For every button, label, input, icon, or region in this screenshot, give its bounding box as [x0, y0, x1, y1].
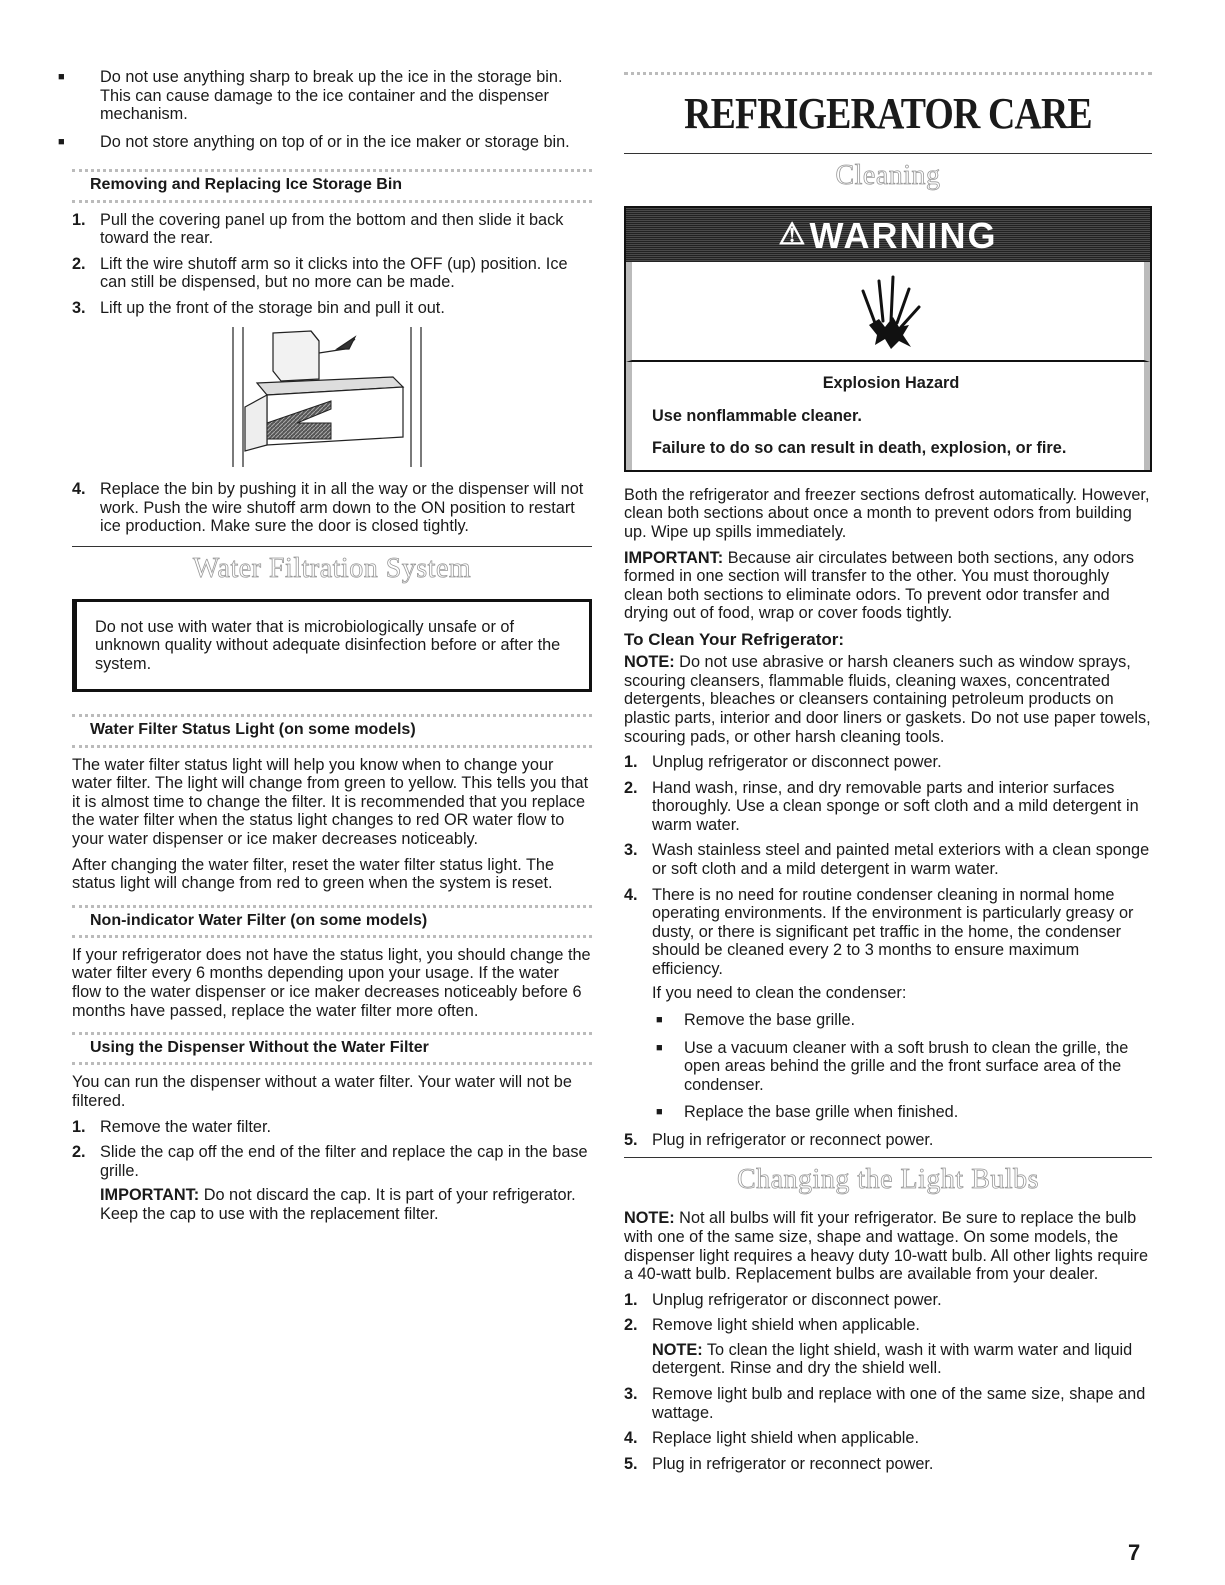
list-item: ■ Do not store anything on top of or in the ice maker or storage bin. [72, 133, 592, 152]
step-text: Remove light shield when applicable. [652, 1316, 920, 1335]
step-text: Pull the covering panel up from the bottom and then slide it back toward the rear. [100, 210, 564, 248]
step-number: 1. [624, 1290, 638, 1309]
step-number: 4. [72, 480, 86, 499]
list-item [72, 480, 592, 536]
step-text: There is no need for routine condenser cleaning in normal home operating environments. If the environment is particularly greasy or dusty, or there is significant pet traffic in the home, the condenser should be cleaned every 2 to 3 months to ensure maximum efficiency. [652, 885, 1134, 978]
paragraph: You can run the dispenser without a water filter. Your water will not be filtered. [72, 1073, 572, 1111]
step-text: Hand wash, rinse, and dry removable parts and interior surfaces thoroughly. Use a clean sponge or soft cloth and a mild detergent in warm water. [652, 778, 1139, 834]
paragraph: The water filter status light will help you know when to change your water filter. The light will change from green to yellow. This tells you that it is almost time to change the filter. It is recommended that you replace the water filter when the status light changes to red OR water flow to your water dispenser or ice maker decreases noticeably. [72, 755, 589, 848]
list-item [72, 1118, 592, 1137]
step-number: 3. [72, 298, 86, 317]
divider [624, 153, 1152, 154]
note-label: NOTE: [624, 653, 675, 672]
filtration-title: Water Filtration System [192, 552, 472, 584]
note-label: NOTE: [624, 1209, 675, 1228]
step-text: Remove the water filter. [100, 1117, 272, 1136]
step-number: 5. [624, 1454, 638, 1473]
list-item [624, 841, 1152, 878]
list-item [624, 1455, 1152, 1474]
page-title: REFRIGERATOR CARE [684, 89, 1092, 138]
bulbs-title: Changing the Light Bulbs [736, 1163, 1040, 1195]
note-paragraph [624, 653, 1152, 746]
no-filter-steps [72, 1118, 592, 1224]
list-item [624, 1316, 1152, 1378]
divider [72, 546, 592, 547]
step-text: Lift up the front of the storage bin and pull it out. [100, 298, 445, 317]
status-heading: Water Filter Status Light (on some models) [72, 714, 592, 747]
important-label: IMPORTANT: [100, 1186, 200, 1205]
warning-header [626, 208, 1150, 262]
note-label: NOTE: [652, 1340, 703, 1359]
ice-bin-cautions [72, 68, 592, 151]
step-text: Unplug refrigerator or disconnect power. [652, 753, 942, 772]
note-text: Do not use abrasive or harsh cleaners such as window sprays, scouring cleansers, flammable fluids, cleaning waxes, concentrated detergents, bleaches or cleansers containing petroleum products on plastic parts, interior and door liners or gaskets. Do not use paper towels, scouring pads, or other harsh cleaning tools. [624, 653, 1151, 746]
hazard-title: Explosion Hazard [822, 374, 960, 393]
to-clean-heading: To Clean Your Refrigerator: [624, 629, 845, 649]
important-text: Do not discard the cap. It is part of your refrigerator. Keep the cap to use with the replacement filter. [100, 1186, 576, 1223]
step-number: 2. [72, 254, 86, 273]
list-item [72, 211, 592, 248]
warning-symbol-area [626, 262, 1150, 362]
step-text: Plug in refrigerator or reconnect power. [652, 1130, 934, 1149]
list-item [624, 1131, 1152, 1150]
bin-steps [72, 211, 592, 318]
step-text: Lift the wire shutoff arm so it clicks into the OFF (up) position. Ice can still be dispensed, but no more can be made. [100, 254, 568, 292]
hazard-line: Failure to do so can result in death, explosion, or fire. [652, 439, 1067, 458]
list-item [624, 1291, 1152, 1310]
condenser-steps [652, 1011, 1152, 1122]
important-text: Because air circulates between both sections, any odors formed in one section will transfer to the other. You must thoroughly clean both sections to eliminate odors. To prevent odor transfer and drying out of food, wrap or cover foods tightly. [624, 548, 1135, 623]
warning-label: WARNING [809, 214, 998, 256]
ice-bin-illustration [72, 327, 592, 472]
divider [624, 1157, 1152, 1158]
paragraph: Both the refrigerator and freezer sections defrost automatically. However, clean both sections about once a month to prevent odors from building up. Wipe up spills immediately. [624, 485, 1150, 541]
note-text: Not all bulbs will fit your refrigerator. Be sure to replace the bulb with one of the same size, shape and wattage. On some models, the dispenser light requires a heavy duty 10-watt bulb. All other lights require a 40-watt bulb. Replacement bulbs are available from your dealer. [624, 1209, 1149, 1284]
divider [624, 72, 1152, 75]
bulb-steps [624, 1291, 1152, 1474]
warning-box [624, 206, 1152, 472]
cleaning-title: Cleaning [835, 160, 941, 192]
step-text: Plug in refrigerator or reconnect power. [652, 1454, 934, 1473]
step-number: 1. [624, 753, 638, 772]
list-item [72, 1143, 592, 1223]
left-column [72, 0, 592, 1231]
list-item [72, 255, 592, 292]
warning-body [626, 362, 1150, 470]
step-number: 2. [624, 1316, 638, 1335]
step-number: 3. [624, 841, 638, 860]
list-item [72, 299, 592, 318]
bin-step-4 [72, 480, 592, 536]
step-number: 2. [624, 778, 638, 797]
cleaning-steps [624, 753, 1152, 1149]
warning-triangle-icon: ⚠ [778, 217, 808, 251]
list-item [624, 1429, 1152, 1448]
step-number: 1. [72, 1117, 86, 1136]
paragraph: After changing the water filter, reset the water filter status light. The status light will change from red to green when the system is reset. [72, 855, 555, 893]
important-note [100, 1186, 592, 1223]
no-filter-heading: Using the Dispenser Without the Water Filter [72, 1032, 592, 1065]
step-text: Slide the cap off the end of the filter and replace the cap in the base grille. [100, 1143, 588, 1180]
condenser-intro: If you need to clean the condenser: [652, 984, 907, 1003]
step-number: 1. [72, 210, 86, 229]
step-text: Remove light bulb and replace with one of the same size, shape and wattage. [652, 1385, 1146, 1422]
bin-heading: Removing and Replacing Ice Storage Bin [72, 169, 592, 202]
note-paragraph [624, 1209, 1152, 1283]
filtration-notice: Do not use with water that is microbiologically unsafe or of unknown quality without adequate disinfection before or after the system. [72, 599, 592, 693]
step-text: Unplug refrigerator or disconnect power. [652, 1290, 942, 1309]
explosion-icon [853, 271, 923, 351]
list-item: ■ Do not use anything sharp to break up the ice in the storage bin. This can cause damage to the ice container and the dispenser mechanism. [72, 68, 592, 124]
nonindicator-heading: Non-indicator Water Filter (on some models) [72, 905, 592, 938]
page-number: 7 [1128, 1540, 1141, 1565]
list-item: ■ Remove the base grille. [652, 1011, 1152, 1030]
step-text: Wash stainless steel and painted metal exteriors with a clean sponge or soft cloth and a mild detergent in warm water. [652, 841, 1150, 878]
important-label: IMPORTANT: [624, 548, 724, 567]
step-number: 2. [72, 1143, 86, 1162]
important-paragraph [624, 549, 1152, 623]
list-item [624, 1385, 1152, 1422]
list-item [624, 886, 1152, 1122]
right-column [624, 0, 1152, 1480]
list-item: ■ Use a vacuum cleaner with a soft brush to clean the grille, the open areas behind the grille and the front surface area of the condenser. [652, 1039, 1152, 1095]
step-text: Replace the bin by pushing it in all the way or the dispenser will not work. Push the wire shutoff arm down to the ON position to restart ice production. Make sure the door is closed tightly. [100, 480, 584, 536]
list-item [624, 753, 1152, 772]
step-number: 4. [624, 1429, 638, 1448]
step-note [652, 1341, 1152, 1378]
step-number: 5. [624, 1130, 638, 1149]
list-item [624, 779, 1152, 835]
step-number: 4. [624, 885, 638, 904]
hazard-line: Use nonflammable cleaner. [652, 406, 862, 425]
note-text: To clean the light shield, wash it with warm water and liquid detergent. Rinse and dry the shield well. [652, 1340, 1133, 1378]
paragraph: If your refrigerator does not have the status light, you should change the water filter every 6 months depending upon your usage. If the water flow to the water dispenser or ice maker decreases noticeably before 6 months have passed, replace the water filter more often. [72, 945, 591, 1020]
step-number: 3. [624, 1385, 638, 1404]
step-text: Replace light shield when applicable. [652, 1429, 920, 1448]
list-item: ■ Replace the base grille when finished. [652, 1103, 1152, 1122]
